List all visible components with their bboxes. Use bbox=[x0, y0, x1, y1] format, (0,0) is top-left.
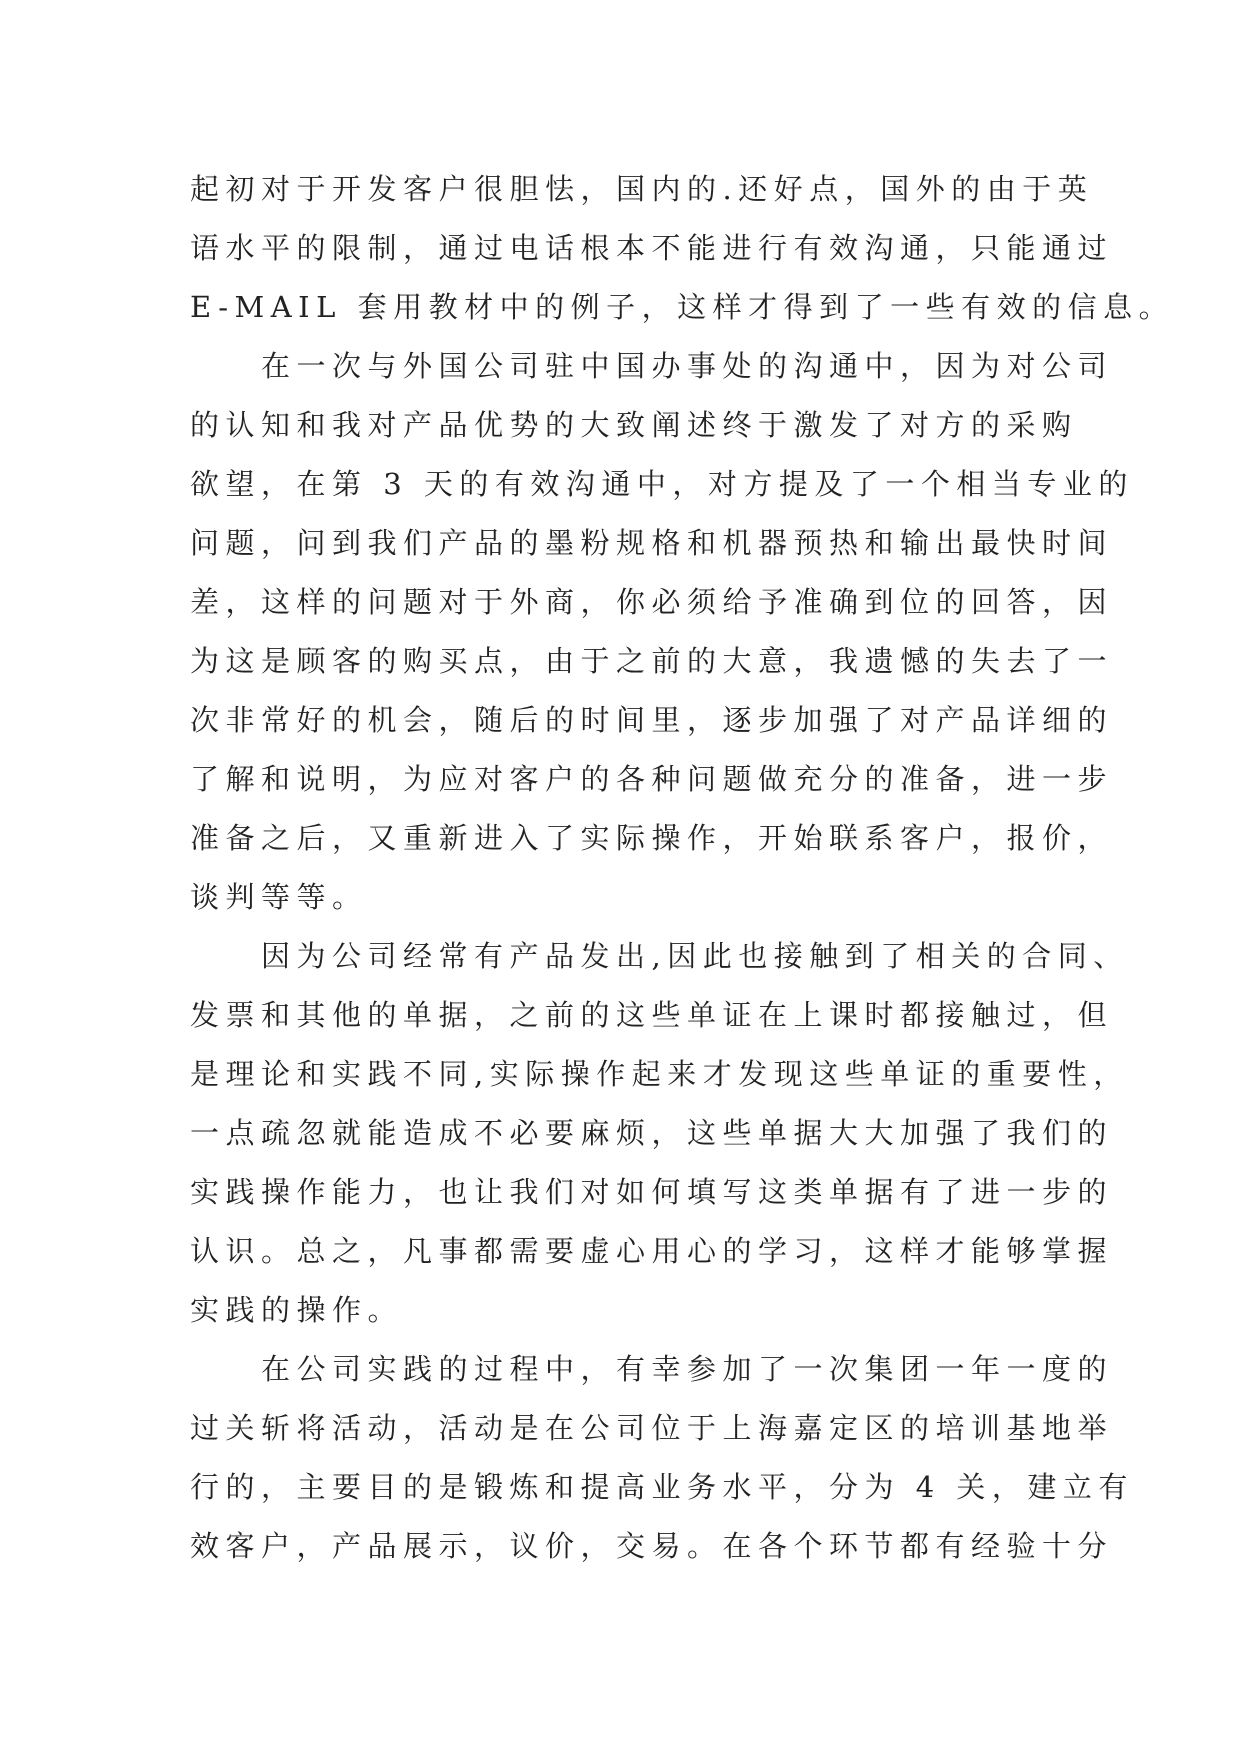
paragraph-4 bbox=[190, 1340, 1134, 1576]
text-line: 在公司实践的过程中，有幸参加了一次集团一年一度的 bbox=[190, 1352, 1114, 1386]
text-line: 谈判等等。 bbox=[190, 880, 368, 914]
text-line: 认识。总之，凡事都需要虚心用心的学习，这样才能够掌握 bbox=[190, 1234, 1114, 1268]
text-line: 语水平的限制，通过电话根本不能进行有效沟通，只能通过 bbox=[190, 231, 1114, 265]
paragraph-2 bbox=[190, 337, 1134, 927]
text-line: 在一次与外国公司驻中国办事处的沟通中，因为对公司 bbox=[190, 349, 1114, 383]
text-line: E-MAIL 套用教材中的例子，这样才得到了一些有效的信息。 bbox=[190, 290, 1175, 324]
text-line: 为这是顾客的购买点，由于之前的大意，我遗憾的失去了一 bbox=[190, 644, 1114, 678]
document-body bbox=[190, 160, 1175, 1576]
text-line: 差，这样的问题对于外商，你必须给予准确到位的回答，因 bbox=[190, 585, 1114, 619]
text-line: 因为公司经常有产品发出,因此也接触到了相关的合同、 bbox=[190, 939, 1129, 973]
text-line: 了解和说明，为应对客户的各种问题做充分的准备，进一步 bbox=[190, 762, 1114, 796]
paragraph-3 bbox=[190, 927, 1129, 1340]
text-line: 问题，问到我们产品的墨粉规格和机器预热和输出最快时间 bbox=[190, 526, 1114, 560]
text-line: 过关斩将活动，活动是在公司位于上海嘉定区的培训基地举 bbox=[190, 1411, 1114, 1445]
text-line: 起初对于开发客户很胆怯，国内的.还好点，国外的由于英 bbox=[190, 172, 1094, 206]
text-line: 发票和其他的单据，之前的这些单证在上课时都接触过，但 bbox=[190, 998, 1114, 1032]
text-line: 实践的操作。 bbox=[190, 1293, 404, 1327]
text-line: 行的，主要目的是锻炼和提高业务水平，分为 4 关，建立有 bbox=[190, 1470, 1134, 1504]
text-line: 一点疏忽就能造成不必要麻烦，这些单据大大加强了我们的 bbox=[190, 1116, 1114, 1150]
text-line: 次非常好的机会，随后的时间里，逐步加强了对产品详细的 bbox=[190, 703, 1114, 737]
text-line: 效客户，产品展示，议价，交易。在各个环节都有经验十分 bbox=[190, 1529, 1114, 1563]
text-line: 的认知和我对产品优势的大致阐述终于激发了对方的采购 bbox=[190, 408, 1078, 442]
text-line: 准备之后，又重新进入了实际操作，开始联系客户，报价， bbox=[190, 821, 1114, 855]
text-line: 实践操作能力，也让我们对如何填写这类单据有了进一步的 bbox=[190, 1175, 1114, 1209]
text-line: 是理论和实践不同,实际操作起来才发现这些单证的重要性， bbox=[190, 1057, 1129, 1091]
paragraph-1 bbox=[190, 160, 1175, 337]
text-line: 欲望，在第 3 天的有效沟通中，对方提及了一个相当专业的 bbox=[190, 467, 1134, 501]
